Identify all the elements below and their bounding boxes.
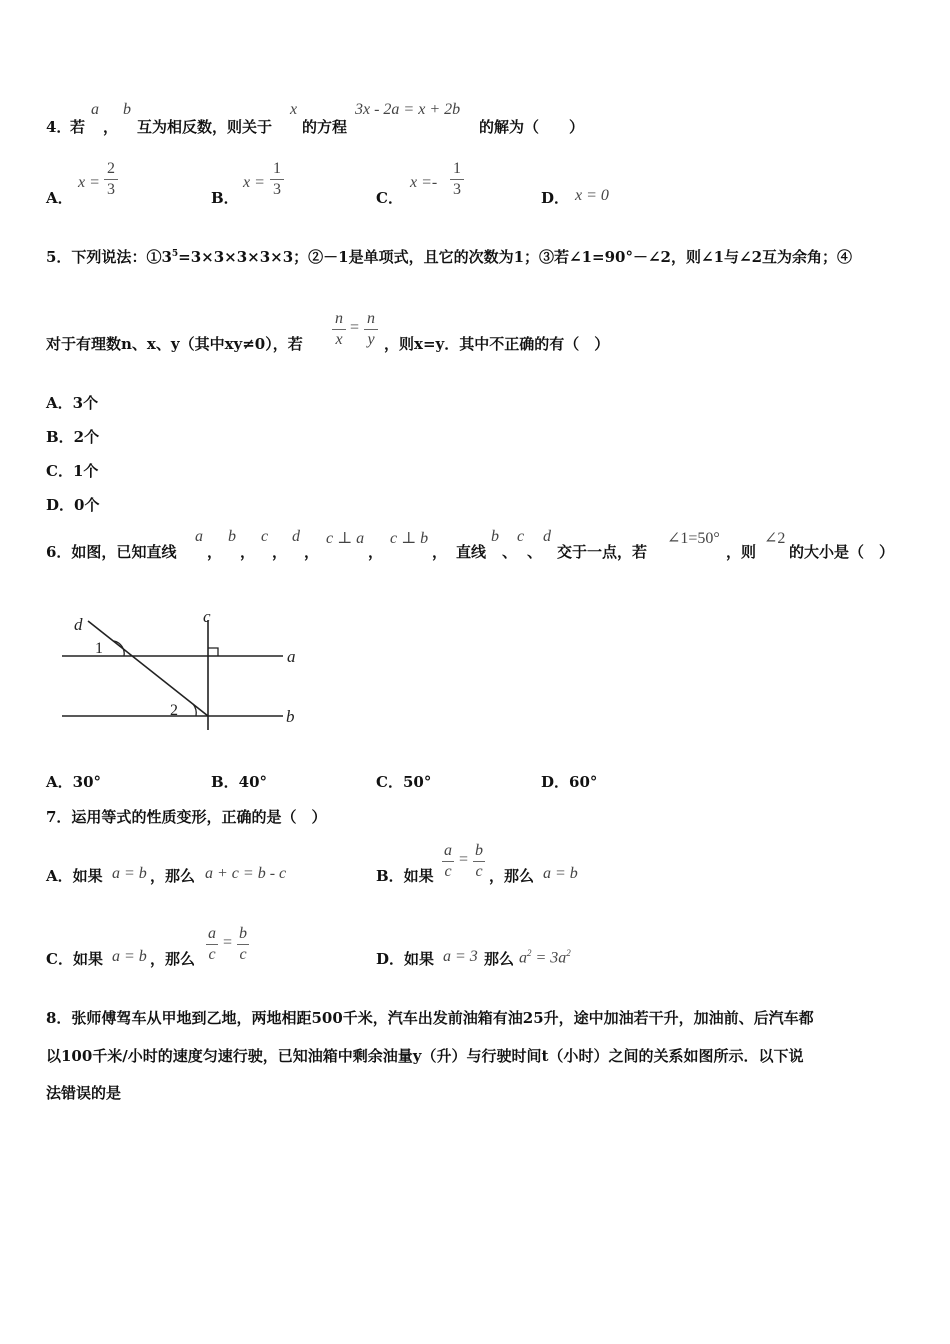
q5-fraction-n-x: n x: [332, 310, 346, 349]
q5-line-2b: ，则x=y．其中不正确的有（ ）: [384, 335, 610, 353]
q6-var-d: d: [292, 528, 300, 545]
q4-option-c-fraction: [450, 160, 464, 199]
q7-stem: 7．运用等式的性质变形，正确的是（ ）: [46, 808, 327, 826]
q6-var-c: c: [261, 528, 269, 545]
q6-option-a: A．30°: [46, 773, 102, 791]
q5-equals: =: [350, 319, 360, 336]
q4-var-x: x: [290, 101, 298, 118]
q4-number: 4．: [46, 118, 72, 136]
q7-option-a-res: a + c = b - c: [205, 865, 287, 882]
q6-option-c: C．50°: [376, 773, 432, 791]
q7-option-c-frac-1: a c: [208, 925, 216, 963]
q4-option-a-fraction: [104, 160, 118, 199]
q7-option-a-mid: ，那么: [150, 867, 196, 885]
q7-option-b-res: a = b: [543, 865, 578, 882]
q4-option-d-label: D．: [541, 189, 570, 207]
q4-option-c-num: 1: [453, 160, 461, 177]
label-a: a: [287, 647, 296, 666]
q4-option-b-lhs: x =: [243, 174, 265, 191]
q6-perp-cb: c ⊥ b: [390, 530, 429, 547]
q7-option-c-frac-2: b c: [239, 925, 247, 963]
q6-sep-4: ，: [304, 543, 320, 561]
label-d: d: [74, 615, 83, 634]
q7-option-a-label: A．如果: [46, 867, 103, 885]
q6-dun-1: 、: [502, 543, 518, 561]
q4-option-b-den: 3: [273, 181, 281, 198]
q6-dun-2: 、: [527, 543, 543, 561]
q7-option-c-cond: a = b: [112, 948, 147, 965]
q6-perp-ca: c ⊥ a: [326, 530, 365, 547]
q7-option-b-mid: ，那么: [489, 867, 535, 885]
q7-option-d-mid: 那么: [484, 950, 515, 968]
q5-fraction-n-y: n y: [364, 310, 378, 349]
q7-option-c-eq: =: [223, 934, 233, 951]
q4-text-1: 若: [70, 118, 86, 136]
q4-option-a-lhs: x =: [78, 174, 100, 191]
q6-angle-1: ∠1=50°: [667, 530, 720, 547]
label-c: c: [203, 608, 211, 626]
line-d: [88, 621, 208, 716]
q4-option-c-lhs: x =-: [410, 174, 438, 191]
label-b: b: [286, 707, 295, 726]
q4-text-2: 互为相反数，则关于: [137, 118, 273, 136]
q7-option-c-label: C．如果: [46, 950, 103, 968]
q4-option-c-label: C．: [376, 189, 403, 207]
q7-option-b-label: B．如果: [376, 867, 434, 885]
q4-text-3: 的方程: [302, 118, 348, 136]
q6-sep-6: ，: [432, 543, 448, 561]
q4-comma: ，: [103, 118, 119, 136]
q8-line-3: 法错误的是: [46, 1084, 122, 1102]
q6-sep-1: ，: [207, 543, 223, 561]
q7-option-d-cond: a = 3: [443, 948, 478, 965]
q6-geometry-figure: [58, 608, 308, 738]
q6-text-5: 的大小是（ ）: [789, 543, 895, 561]
q8-line-1: 8．张师傅驾车从甲地到乙地，两地相距500千米，汽车出发前油箱有油25升，途中加油若干升，加油前、后汽车都: [46, 1009, 814, 1027]
right-angle-mark: [208, 648, 218, 656]
q4-option-b-fraction: [270, 160, 284, 199]
q5-option-d: D．0个: [46, 496, 100, 514]
q6-text-3: 交于一点，若: [557, 543, 648, 561]
q6-var-c2: c: [517, 528, 525, 545]
q6-option-b: B．40°: [211, 773, 268, 791]
q4-option-b-num: 1: [273, 160, 281, 177]
q4-option-b-label: B．: [211, 189, 239, 207]
q4-var-b: b: [123, 101, 131, 118]
label-angle-2: 2: [170, 702, 178, 719]
q6-text-1: 6．如图，已知直线: [46, 543, 177, 561]
q6-var-b: b: [228, 528, 236, 545]
q7-option-a-cond: a = b: [112, 865, 147, 882]
q7-option-b-frac-1: a c: [444, 842, 452, 880]
label-angle-1: 1: [95, 640, 103, 657]
q6-var-d2: d: [543, 528, 551, 545]
q4-equation: 3x - 2a = x + 2b: [355, 101, 461, 118]
q6-var-b2: b: [491, 528, 499, 545]
q5-option-b: B．2个: [46, 428, 100, 446]
q6-text-4: ，则: [726, 543, 757, 561]
q4-option-a-num: 2: [107, 160, 115, 177]
q6-sep-3: ，: [272, 543, 288, 561]
q7-option-d-res: $a^2 = 3a^2$: [519, 948, 571, 967]
q7-option-c-mid: ，那么: [150, 950, 196, 968]
q8-line-2: 以100千米/小时的速度匀速行驶，已知油箱中剩余油量y（升）与行驶时间t（小时）之间的关系如图所示．以下说: [46, 1047, 804, 1065]
q6-sep-5: ，: [368, 543, 384, 561]
q4-var-a: a: [91, 101, 99, 118]
q7-option-b-eq: =: [459, 851, 469, 868]
q5-line-1: 5．下列说法：$①3^5=3\times 3\times 3\times 3\times 3$；②－1是单项式，且它的次数为1；③若∠1=90°－∠2，则∠1与∠2互为余角；④: [46, 248, 853, 266]
q4-option-c-den: 3: [453, 181, 461, 198]
q7-option-b-frac-2: b c: [475, 842, 483, 880]
q4-text-4: 的解为（ ）: [479, 118, 585, 136]
q4-option-a-den: 3: [107, 181, 115, 198]
q6-text-2: 直线: [456, 543, 487, 561]
q5-option-c: C．1个: [46, 462, 99, 480]
q5-option-a: A．3个: [46, 394, 99, 412]
q6-angle-2: ∠2: [764, 530, 786, 547]
q6-var-a: a: [195, 528, 203, 545]
q5-line-2a: 对于有理数n、x、y（其中xy≠0），若: [46, 335, 303, 353]
q7-option-d-label: D．如果: [376, 950, 435, 968]
q6-option-d: D．60°: [541, 773, 598, 791]
q4-option-a-label: A．: [46, 189, 73, 207]
q6-sep-2: ，: [240, 543, 256, 561]
q4-option-d-expr: x = 0: [575, 187, 609, 204]
